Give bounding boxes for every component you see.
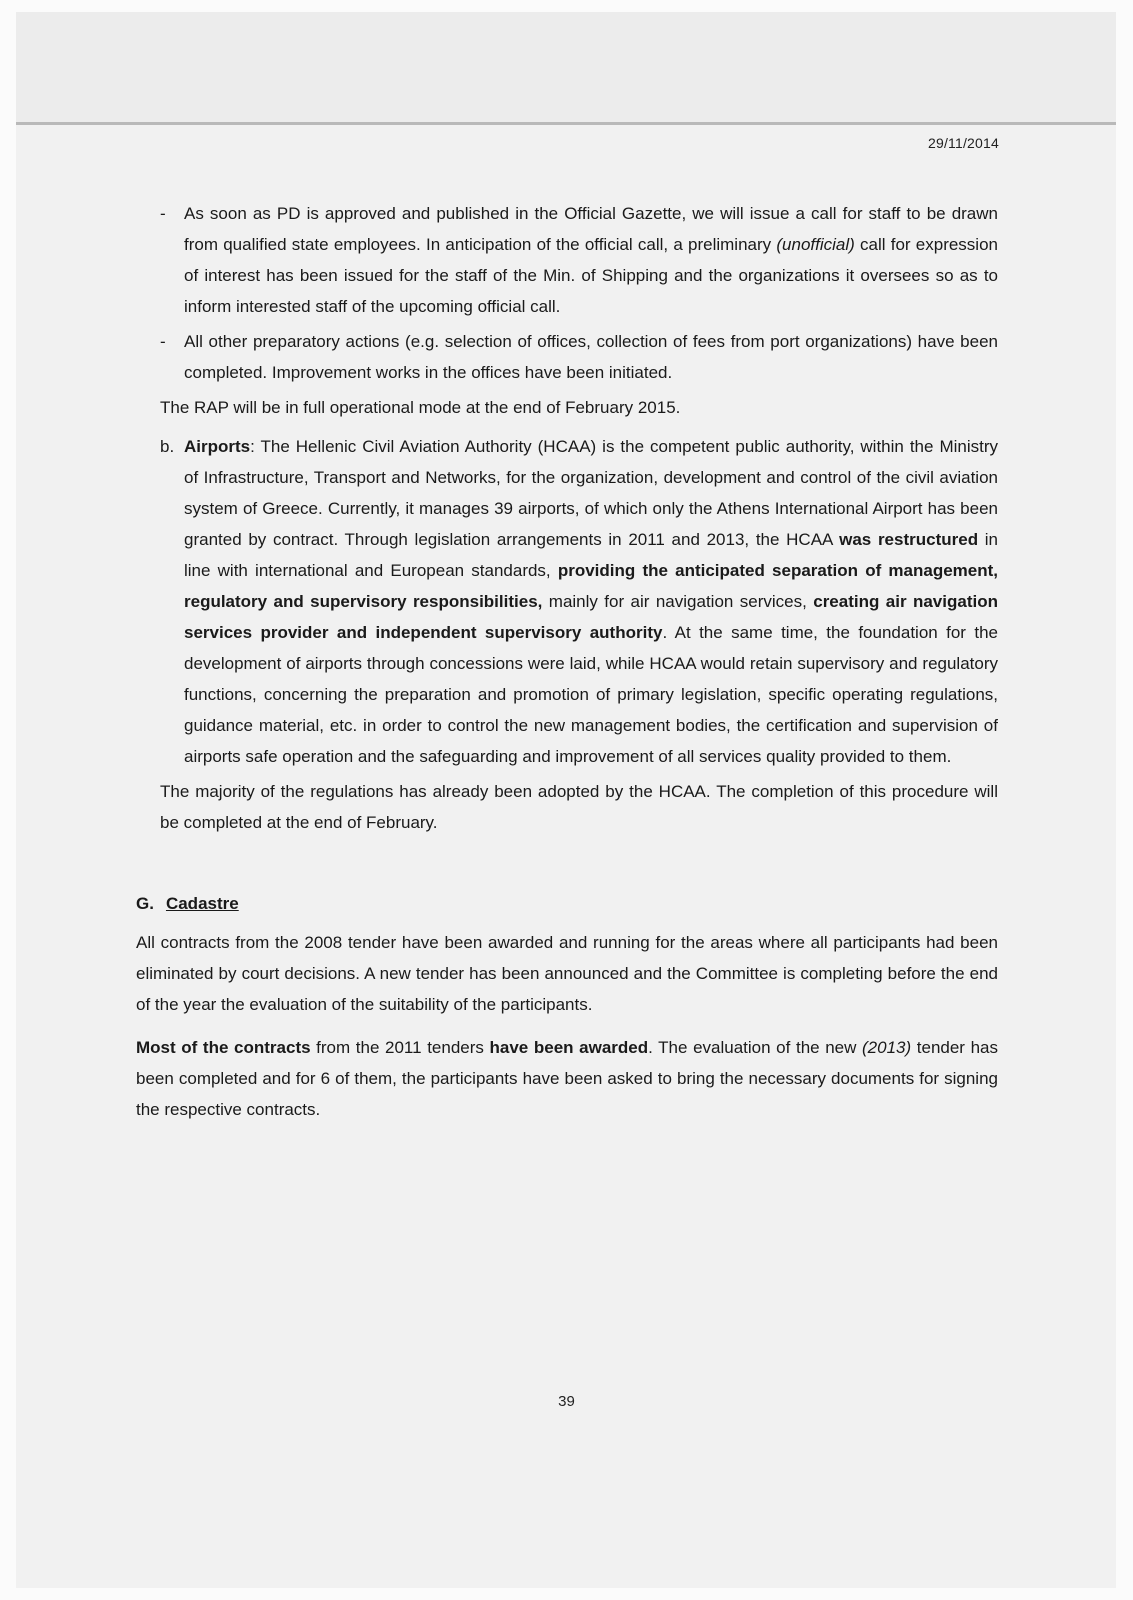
emphasis-unofficial: (unofficial) (776, 235, 855, 254)
item-letter: b. (160, 437, 175, 456)
rap-bullet-preparatory-actions: - All other preparatory actions (e.g. selection of offices, collection of fees from port organizations) have been completed. Improvement works in the offices have been initiated. (136, 326, 998, 388)
scan-header-band (16, 12, 1116, 122)
page-number: 39 (558, 1393, 575, 1410)
airports-item: b. Airports: The Hellenic Civil Aviation Authority (HCAA) is the competent public authority, within the Ministry of Infrastructure, Transport and Networks, for the organization, development and control of the civil aviation system of Greece. Currently, it manages 39 airports, of which only the Athens International Airport has been granted by contract. Through legislation arrangements in 2011 and 2013, the HCAA was restructured in line with international and European standards, providing the anticipated separation of management, regulatory and supervisory responsibilities, mainly for air navigation services, creating air navigation services provider and independent supervisory authority. At the same time, the foundation for the development of airports through concessions were laid, while HCAA would retain supervisory and regulatory functions, concerning the preparation and promotion of primary legislation, specific operating regulations, guidance material, etc. in order to control the new management bodies, the certification and supervision of airports safe operation and the safeguarding and improvement of all services quality provided to them. (136, 431, 998, 772)
document-date: 29/11/2014 (927, 135, 999, 151)
section-title: Cadastre (165, 894, 239, 913)
rap-bullet-call-for-staff: - As soon as PD is approved and published in the Official Gazette, we will issue a call for staff to be drawn from qualified state employees. In anticipation of the official call, a preliminary (unofficial) call for expression of interest has been issued for the staff of the Min. of Shipping and the organizations it oversees so as to inform interested staff of the upcoming official call. (136, 198, 998, 322)
airports-label: Airports (184, 437, 251, 456)
document-body (136, 198, 998, 1137)
section-letter: G. (136, 894, 154, 913)
cadastre-paragraph-2008-tender: All contracts from the 2008 tender have been awarded and running for the areas where all participants had been eliminated by court decisions. A new tender has been announced and the Committee is completing before the end of the year the evaluation of the suitability of the participants. (136, 933, 998, 1014)
cadastre-paragraph-2011-tenders: Most of the contracts from the 2011 tenders have been awarded. The evaluation of the new (2013) tender has been completed and for 6 of them, the participants have been asked to bring the necessary documents for signing the respective contracts. (136, 1038, 998, 1119)
rap-closing-statement: The RAP will be in full operational mode at the end of February 2015. (160, 398, 681, 417)
bullet-marker: - (160, 204, 166, 223)
bullet-marker: - (160, 332, 166, 351)
airports-closing-statement: The majority of the regulations has already been adopted by the HCAA. The completion of this procedure will be completed at the end of February. (160, 782, 998, 832)
header-rule (16, 122, 1116, 125)
section-heading-cadastre (136, 888, 998, 919)
